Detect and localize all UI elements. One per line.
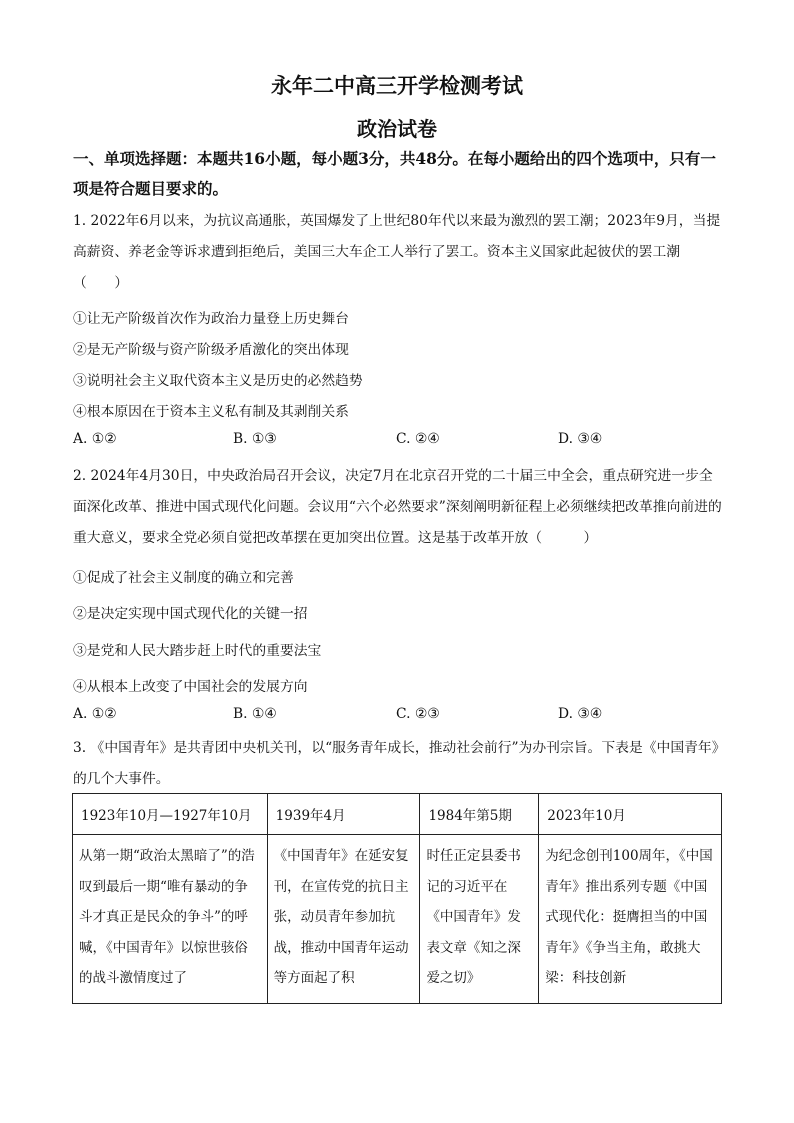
- question-1-item-2: ②是无产阶级与资产阶级矛盾激化的突出体现: [73, 342, 349, 358]
- table-header-cell: 1984年第5期: [420, 794, 539, 835]
- exam-subject: 政治试卷: [357, 117, 437, 141]
- exam-title: 永年二中高三开学检测考试: [271, 73, 523, 98]
- question-1-item-3: ③说明社会主义取代资本主义是历史的必然趋势: [73, 373, 363, 389]
- question-2-stem: 2. 2024年4月30日，中央政治局召开会议，决定7月在北京召开党的二十届三中全会，重点研究进一步全面深化改革、推进中国式现代化问题。会议用“六个必然要求”深刻阐明新征程上必须继续把改革推向前进的重大意义，要求全党必须自觉把改革摆在更加突出位置。这是基于改革开放（ ）: [73, 468, 722, 546]
- question-3-stem: 3. 《中国青年》是共青团中央机关刊，以“服务青年成长，推动社会前行”为办刊宗旨。下表是《中国青年》的几个大事件。: [73, 740, 719, 787]
- table-cell: [420, 835, 539, 1004]
- table-cell: [539, 835, 722, 1004]
- question-1-option-c: C. ②④: [396, 431, 440, 447]
- table-cell-text: 从第一期“政治太黑暗了”的浩叹到最后一期“唯有暴动的争斗才真正是民众的争斗”的呼喊，《中国青年》以惊世骇俗的战斗激情度过了: [79, 848, 255, 986]
- question-2-option-d: D. ③④: [558, 706, 603, 722]
- table-cell: [73, 835, 268, 1004]
- table-header-cell: 2023年10月: [539, 794, 722, 835]
- question-2-item-2: ②是决定实现中国式现代化的关键一招: [73, 606, 308, 622]
- table-row: [73, 835, 722, 1004]
- table-cell-text: 时任正定县委书记的习近平在《中国青年》发表文章《知之深爱之切》: [426, 848, 521, 986]
- question-1-option-d: D. ③④: [558, 431, 603, 447]
- question-1-option-b: B. ①③: [233, 431, 277, 447]
- table-header-row: [73, 794, 722, 835]
- table-header-cell: 1923年10月—1927年10月: [73, 794, 268, 835]
- table-cell-text: 为纪念创刊100周年，《中国青年》推出系列专题《中国式现代化：挺膺担当的中国青年》《争当主角，敢挑大梁：科技创新: [545, 848, 713, 986]
- question-2-option-c: C. ②③: [396, 706, 440, 722]
- question-2-option-b: B. ①④: [233, 706, 277, 722]
- question-2-option-a: A. ①②: [73, 706, 117, 722]
- question-1-stem: 1. 2022年6月以来，为抗议高通胀，英国爆发了上世纪80年代以来最为激烈的罢工潮；2023年9月，当提高薪资、养老金等诉求遭到拒绝后，美国三大车企工人举行了罢工。资本主义国家此起彼伏的罢工潮（ ）: [73, 213, 721, 291]
- question-2-item-1: ①促成了社会主义制度的确立和完善: [73, 570, 294, 586]
- question-2-item-3: ③是党和人民大踏步赶上时代的重要法宝: [73, 643, 322, 659]
- table-cell-text: 《中国青年》在延安复刊，在宣传党的抗日主张，动员青年参加抗战，推动中国青年运动等方面起了积: [273, 848, 409, 986]
- question-2-item-4: ④从根本上改变了中国社会的发展方向: [73, 679, 308, 695]
- question-1-option-a: A. ①②: [73, 431, 117, 447]
- table-cell: [267, 835, 420, 1004]
- section-heading: 一、单项选择题：本题共16小题，每小题3分，共48分。在每小题给出的四个选项中，只有一项是符合题目要求的。: [73, 149, 716, 198]
- table-header-cell: 1939年4月: [267, 794, 420, 835]
- question-1-item-1: ①让无产阶级首次作为政治力量登上历史舞台: [73, 311, 349, 327]
- question-1-item-4: ④根本原因在于资本主义私有制及其剥削关系: [73, 404, 349, 420]
- events-table: [72, 793, 722, 1004]
